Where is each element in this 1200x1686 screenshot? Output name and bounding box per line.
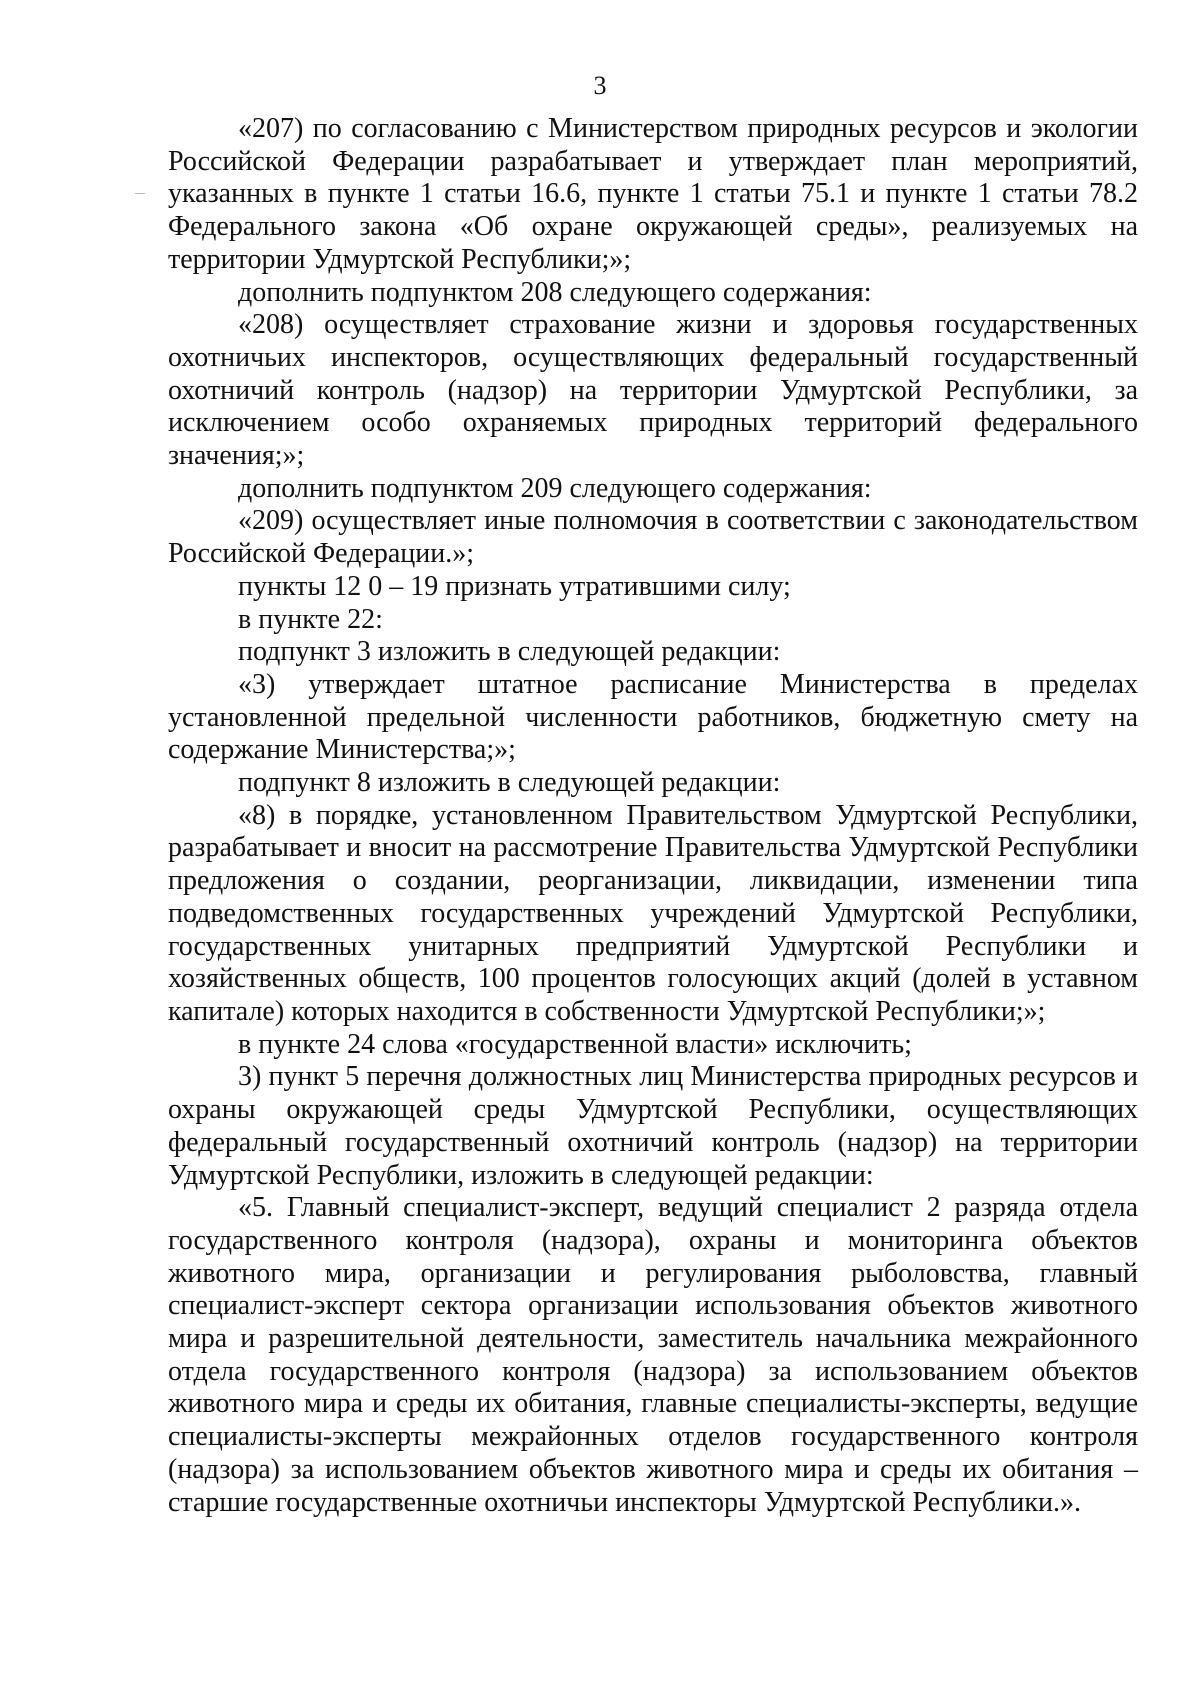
paragraph-subpoint-8: «8) в порядке, установленном Правительством Удмуртской Республики, разрабатывает и вносит на рассмотрение Правительства Удмуртской Республики предложения о создании, реорганизации, ликвидации, изменении типа подведомственных государственных учреждений Удмуртской Республики, государственных унитарных предприятий Удмуртской Республики и хозяйственных обществ, 100 процентов голосующих акций (долей в уставном капитале) которых находится в собственности Удмуртской Республики;»; <box>168 799 1138 1027</box>
paragraph-item-208: «208) осуществляет страхование жизни и здоровья государственных охотничьих инспекторов, осуществляющих федеральный государственный охотничий контроль (надзор) на территории Удмуртской Республики, за исключением особо охраняемых природных территорий федерального значения;»; <box>168 309 1138 472</box>
paragraph-item-209: «209) осуществляет иные полномочия в соответствии с законодательством Российской Федерации.»; <box>168 505 1138 570</box>
page-number: 3 <box>593 71 607 100</box>
scan-margin-mark <box>135 193 145 194</box>
paragraph-add-209: дополнить подпунктом 209 следующего содержания: <box>238 472 872 504</box>
paragraph-subpoint-3-intro: подпункт 3 изложить в следующей редакции: <box>238 636 781 668</box>
paragraph-point-24: в пункте 24 слова «государственной власти» исключить; <box>238 1028 912 1060</box>
paragraph-subpoint-3: «3) утверждает штатное расписание Министерства в пределах установленной предельной численности работников, бюджетную смету на содержание Министерства;»; <box>168 668 1138 766</box>
paragraph-repeal-points: пункты 12 0 – 19 признать утратившими силу; <box>238 570 791 602</box>
paragraph-item-207: «207) по согласованию с Министерством природных ресурсов и экологии Российской Федерации разрабатывает и утверждает план мероприятий, указанных в пункте 1 статьи 16.6, пункте 1 статьи 75.1 и пункте 1 статьи 78.2 Федерального закона «Об охране окружающей среды», реализуемых на территории Удмуртской Республики;»; <box>168 113 1138 275</box>
paragraph-add-208: дополнить подпунктом 208 следующего содержания: <box>238 276 872 308</box>
paragraph-point-22: в пункте 22: <box>238 603 383 635</box>
paragraph-section-3: 3) пункт 5 перечня должностных лиц Министерства природных ресурсов и охраны окружающей среды Удмуртской Республики, осуществляющих федеральный государственный охотничий контроль (надзор) на территории Удмуртской Республики, изложить в следующей редакции: <box>168 1061 1138 1191</box>
paragraph-point-5-text: «5. Главный специалист-эксперт, ведущий специалист 2 разряда отдела государственного контроля (надзора), охраны и мониторинга объектов животного мира, организации и регулирования рыболовства, главный специалист-эксперт сектора организации использования объектов животного мира и разрешительной деятельности, заместитель начальника межрайонного отдела государственного контроля (надзора) за использованием объектов животного мира и среды их обитания, главные специалисты-эксперты, ведущие специалисты-эксперты межрайонных отделов государственного контроля (надзора) за использованием объектов животного мира и среды их обитания – старшие государственные охотничьи инспекторы Удмуртской Республики.». <box>168 1192 1138 1518</box>
document-body <box>168 113 1138 1519</box>
paragraph-subpoint-8-intro: подпункт 8 изложить в следующей редакции: <box>238 767 781 799</box>
